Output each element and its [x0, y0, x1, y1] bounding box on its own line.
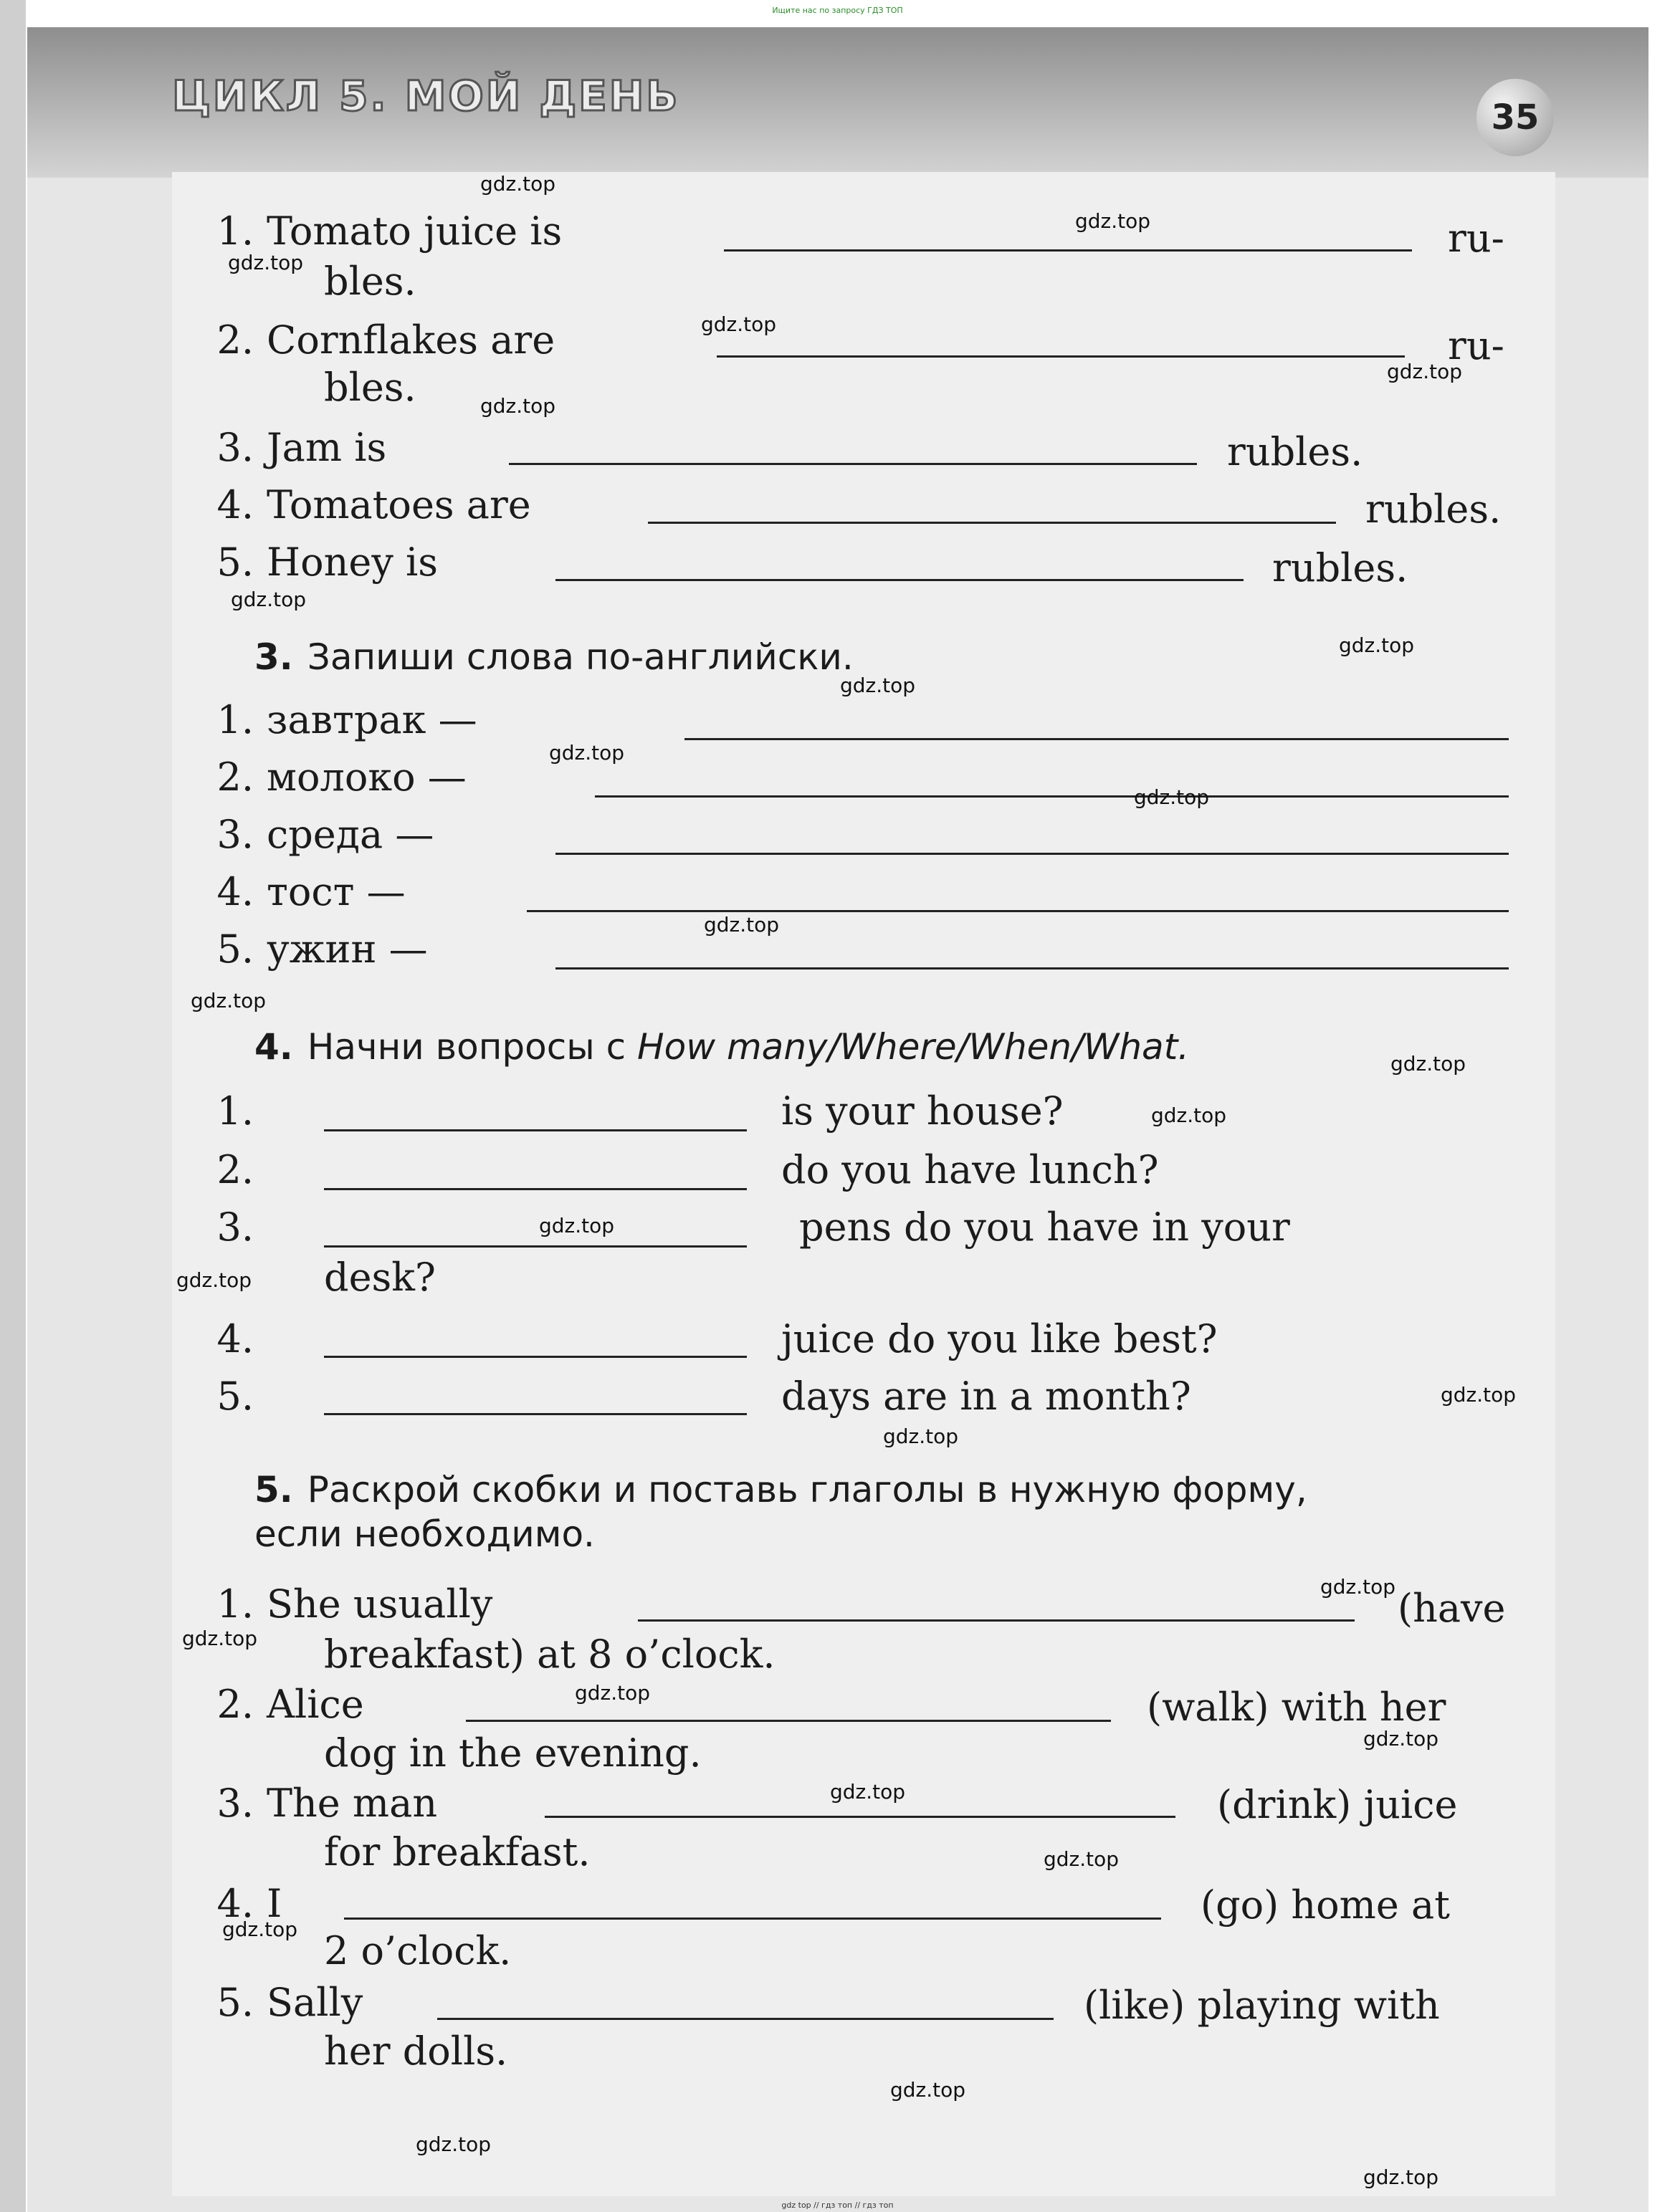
price-item-5: 5. Honey is [216, 540, 438, 585]
watermark: gdz.top [416, 2132, 492, 2156]
task5-heading-cont: если необходимо. [254, 1513, 595, 1555]
task4-item-5: 5. [216, 1374, 254, 1419]
answer-blank[interactable] [648, 493, 1336, 524]
watermark: gdz.top [480, 172, 556, 196]
task5-item-2: 2. Alice [216, 1682, 364, 1727]
answer-blank[interactable] [344, 1889, 1161, 1920]
watermark: gdz.top [1363, 2165, 1439, 2189]
watermark: gdz.top [1390, 1052, 1466, 1076]
task5-item-1: 1. She usually [216, 1581, 493, 1627]
task3-item-2: 2. молоко — [216, 755, 467, 800]
answer-blank[interactable] [684, 709, 1509, 740]
task3-heading: 3. Запиши слова по-английски. [254, 636, 854, 678]
watermark: gdz.top [231, 588, 307, 611]
watermark: gdz.top [182, 1627, 258, 1650]
page-number: 35 [1476, 79, 1554, 156]
task3-item-3: 3. среда — [216, 812, 434, 857]
answer-blank[interactable] [555, 824, 1509, 855]
task3-item-4: 4. тост — [216, 869, 406, 914]
answer-blank[interactable] [555, 939, 1509, 969]
answer-blank[interactable] [324, 1384, 747, 1415]
task5-end: (walk) with her [1147, 1685, 1446, 1730]
price-cont: bles. [324, 365, 416, 410]
watermark: gdz.top [228, 251, 304, 274]
answer-blank[interactable] [717, 327, 1405, 358]
watermark: gdz.top [549, 741, 625, 765]
task5-end: (have [1398, 1586, 1506, 1631]
task5-end: (drink) juice [1217, 1782, 1458, 1827]
price-end: rubles. [1272, 545, 1408, 590]
task3-item-1: 1. завтрак — [216, 697, 477, 742]
answer-blank[interactable] [324, 1327, 747, 1358]
watermark: gdz.top [1134, 785, 1210, 809]
task5-cont: her dolls. [324, 2029, 508, 2074]
task5-cont: dog in the evening. [324, 1730, 702, 1776]
task4-item-3: 3. [216, 1205, 254, 1250]
price-end: ru- [1448, 216, 1504, 261]
task3-item-5: 5. ужин — [216, 927, 428, 972]
task4-text: pens do you have in your [799, 1205, 1290, 1250]
watermark: gdz.top [704, 913, 780, 937]
task4-heading: 4. Начни вопросы с How many/Where/When/What. [254, 1026, 1190, 1068]
task4-cont: desk? [324, 1255, 436, 1300]
price-item-2: 2. Cornflakes are [216, 317, 555, 363]
answer-blank[interactable] [324, 1101, 747, 1131]
watermark: gdz.top [1441, 1383, 1517, 1407]
task5-item-3: 3. The man [216, 1781, 438, 1826]
watermark: gdz.top [840, 674, 916, 697]
watermark: gdz.top [890, 2078, 966, 2102]
top-note: Ищите нас по запросу ГДЗ ТОП [772, 6, 903, 15]
price-item-1: 1. Tomato juice is [216, 209, 563, 254]
watermark: gdz.top [1320, 1575, 1396, 1599]
answer-blank[interactable] [437, 1989, 1054, 2020]
watermark: gdz.top [1363, 1727, 1439, 1751]
task4-text: days are in a month? [781, 1374, 1191, 1419]
task5-heading: 5. Раскрой скобки и поставь глаголы в нужную форму, [254, 1469, 1307, 1510]
answer-blank[interactable] [555, 550, 1244, 581]
answer-blank[interactable] [724, 221, 1412, 252]
watermark: gdz.top [883, 1425, 959, 1448]
chapter-title: ЦИКЛ 5. МОЙ ДЕНЬ [172, 72, 680, 120]
task5-item-4: 4. I [216, 1881, 282, 1926]
watermark: gdz.top [176, 1268, 252, 1292]
task4-item-4: 4. [216, 1316, 254, 1361]
answer-blank[interactable] [527, 881, 1509, 912]
watermark: gdz.top [1075, 209, 1151, 233]
price-cont: bles. [324, 259, 416, 304]
answer-blank[interactable] [324, 1159, 747, 1190]
answer-blank[interactable] [595, 767, 1509, 798]
task5-cont: 2 o’clock. [324, 1928, 512, 1973]
price-item-3: 3. Jam is [216, 425, 387, 470]
task5-end: (like) playing with [1084, 1983, 1440, 2028]
task5-end: (go) home at [1201, 1882, 1450, 1928]
price-end: rubles. [1227, 429, 1363, 474]
task5-cont: breakfast) at 8 o’clock. [324, 1632, 776, 1677]
price-item-4: 4. Tomatoes are [216, 482, 531, 527]
task5-cont: for breakfast. [324, 1829, 591, 1875]
task4-text: juice do you like best? [781, 1316, 1218, 1361]
answer-blank[interactable] [509, 434, 1197, 465]
watermark: gdz.top [480, 394, 556, 418]
watermark: gdz.top [1339, 633, 1415, 657]
task4-item-1: 1. [216, 1088, 254, 1134]
price-end: rubles. [1365, 487, 1502, 532]
watermark: gdz.top [830, 1780, 906, 1804]
watermark: gdz.top [1387, 360, 1463, 383]
task4-text: is your house? [781, 1088, 1064, 1134]
bottom-note: gdz top // гдз топ // гдз топ [781, 2201, 894, 2210]
task4-item-2: 2. [216, 1147, 254, 1192]
watermark: gdz.top [191, 989, 267, 1012]
price-end: ru- [1448, 323, 1504, 368]
answer-blank[interactable] [638, 1591, 1355, 1622]
watermark: gdz.top [575, 1681, 651, 1705]
task5-item-5: 5. Sally [216, 1980, 363, 2025]
task4-text: do you have lunch? [781, 1147, 1159, 1192]
answer-blank[interactable] [324, 1217, 747, 1248]
answer-blank[interactable] [466, 1691, 1111, 1722]
watermark: gdz.top [701, 312, 777, 336]
watermark: gdz.top [1044, 1847, 1120, 1871]
watermark: gdz.top [222, 1917, 298, 1941]
watermark: gdz.top [539, 1214, 615, 1237]
watermark: gdz.top [1151, 1103, 1227, 1127]
